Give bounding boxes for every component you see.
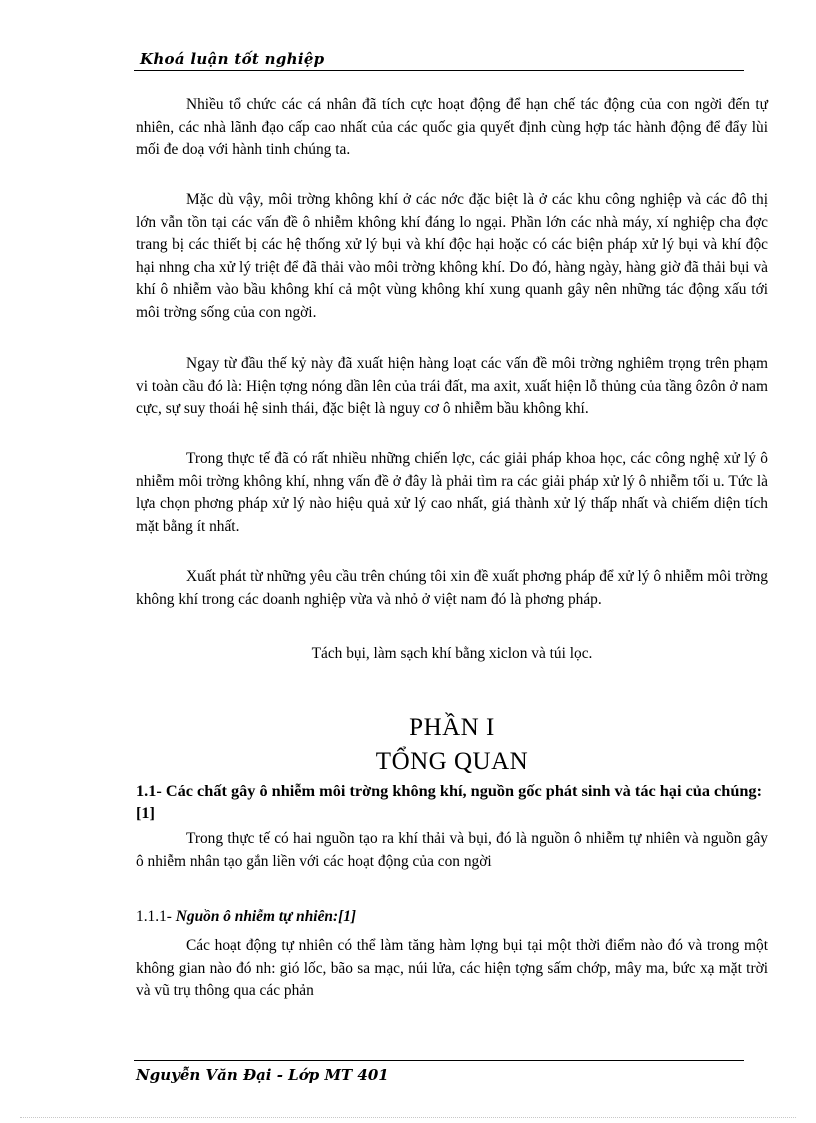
header-rule [134,70,744,71]
subsection-paragraph: Các hoạt động tự nhiên có thể làm tăng hàm lợng bụi tại một thời điểm nào đó và trong một không gian nào đó nh: gió lốc, bão sa mạc, núi lửa, các hiện tợng sấm chớp, mây ma, bức xạ mặt trời và vũ trụ thông qua các phản [136,937,768,1000]
subsection-number: 1.1.1- [136,908,176,925]
subsection-title: Nguồn ô nhiễm tự nhiên:[1] [175,908,357,925]
centered-line: Tách bụi, làm sạch khí bằng xiclon và túi lọc. [311,645,593,662]
paragraph-4: Trong thực tế đã có rất nhiều những chiến lợc, các giải pháp khoa học, các công nghệ xử lý ô nhiễm môi trờng không khí, nhng vấn đề ở đây là phải tìm ra các giải pháp xử lý ô nhiễm tối u. Tức là lựa chọn phơng pháp xử lý nào hiệu quả xử lý cao nhất, giá thành xử lý thấp nhất và chiếm diện tích mặt bằng ít nhất. [136,450,768,535]
page-bottom-border [20,1117,796,1118]
footer-text: Nguyễn Văn Đại - Lớp MT 401 [136,1066,389,1084]
section-heading: 1.1- Các chất gây ô nhiễm môi trờng không khí, nguồn gốc phát sinh và tác hại của chúng:[1] [136,781,762,822]
part-title-line2: TỔNG QUAN [375,748,529,775]
paragraph-1: Nhiều tổ chức các cá nhân đã tích cực hoạt động để hạn chế tác động của con ngời đến tự nhiên, các nhà lãnh đạo cấp cao nhất của các quốc gia quyết định cùng hợp tác hành động để đẩy lùi mối đe doạ với hành tinh chúng ta. [136,96,768,159]
paragraph-3: Ngay từ đầu thế kỷ này đã xuất hiện hàng loạt các vấn đề môi trờng nghiêm trọng trên phạm vi toàn cầu đó là: Hiện tợng nóng dần lên của trái đất, ma axit, xuất hiện lỗ thủng của tầng ôzôn ở nam cực, sự suy thoái hệ sinh thái, đặc biệt là nguy cơ ô nhiễm bầu không khí. [136,355,768,418]
paragraph-2: Mặc dù vậy, môi trờng không khí ở các nớc đặc biệt là ở các khu công nghiệp và các đô thị lớn vẫn tồn tại các vấn đề ô nhiễm không khí đáng lo ngại. Phần lớn các nhà máy, xí nghiệp cha đợc trang bị các thiết bị các hệ thống xử lý bụi và khí độc hại hoặc có các biện pháp xử lý bụi và khí độc hại nhng cha xử lý triệt để đã thải vào môi trờng không khí. Do đó, hàng ngày, hàng giờ đã thải bụi và khí ô nhiễm vào bầu không khí cả một vùng không khí xung quanh gây nên những tác động xấu tới môi trờng sống của con ngời. [136,191,768,321]
subsection-heading [136,906,768,928]
section-paragraph: Trong thực tế có hai nguồn tạo ra khí thải và bụi, đó là nguồn ô nhiễm tự nhiên và nguồn gây ô nhiễm nhân tạo gắn liền với các hoạt động của con ngời [136,830,768,870]
paragraph-5: Xuất phát từ những yêu cầu trên chúng tôi xin đề xuất phơng pháp để xử lý ô nhiễm môi trờng không khí trong các doanh nghiệp vừa và nhỏ ở việt nam đó là phơng pháp. [136,568,768,608]
part-title-line1: PHẦN I [409,714,495,741]
footer-rule [134,1060,744,1061]
header-title: Khoá luận tốt nghiệp [140,50,325,68]
